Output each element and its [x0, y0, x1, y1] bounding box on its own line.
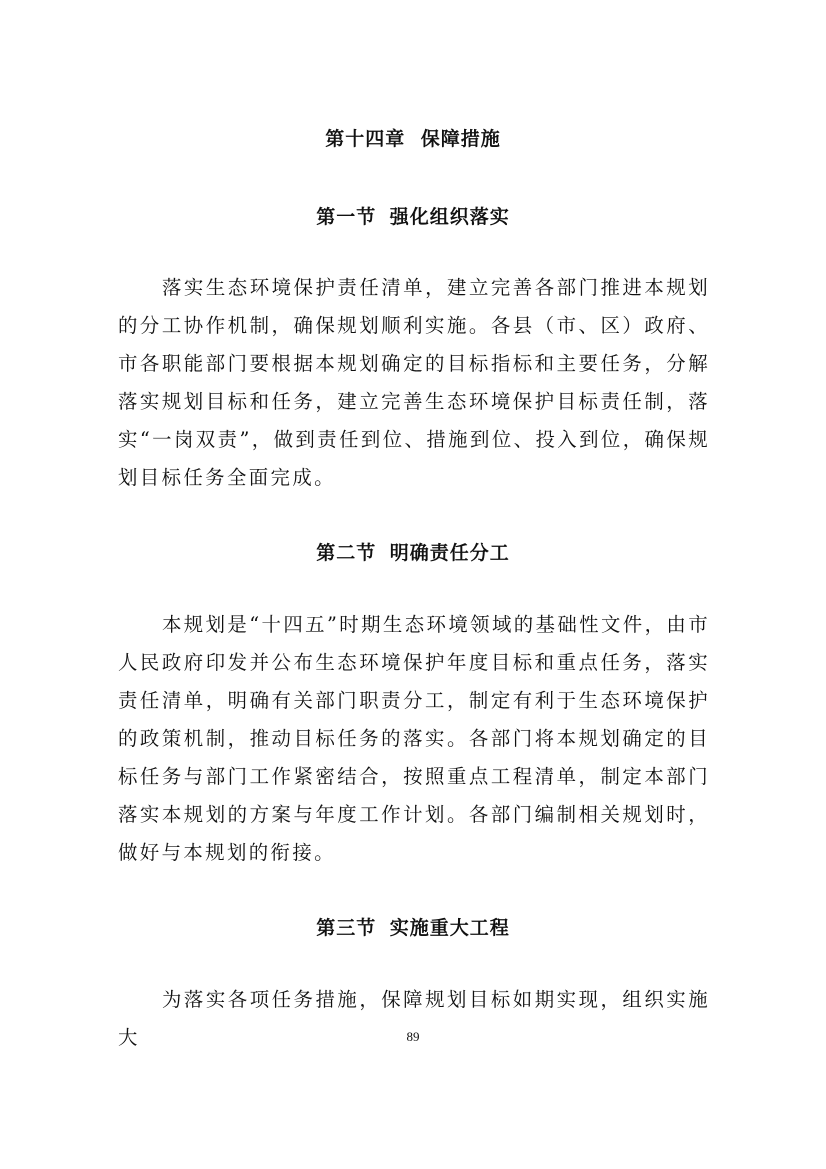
page-number: 89 — [406, 1029, 420, 1044]
section-3-title: 第三节 实施重大工程 — [316, 917, 510, 939]
section-1-title: 第一节 强化组织落实 — [316, 206, 510, 228]
section-3-paragraph: 为落实各项任务措施，保障规划目标如期实现，组织实施大 — [118, 988, 710, 1049]
section-2-paragraph: 本规划是“十四五”时期生态环境领域的基础性文件，由市人民政府印发并公布生态环境保护年度目标和重点任务，落实责任清单，明确有关部门职责分工，制定有利于生态环境保护的政策机制，推动目标任务的落实。各部门将本规划确定的目标任务与部门工作紧密结合，按照重点工程清单，制定本部门落实本规划的方案与年度工作计划。各部门编制相关规划时，做好与本规划的衔接。 — [118, 613, 710, 864]
chapter-title: 第十四章 保障措施 — [325, 128, 501, 150]
section-1-paragraph: 落实生态环境保护责任清单，建立完善各部门推进本规划的分工协作机制，确保规划顺利实施。各县（市、区）政府、市各职能部门要根据本规划确定的目标指标和主要任务，分解落实规划目标和任务，建立完善生态环境保护目标责任制，落实“一岗双责”，做到责任到位、措施到位、投入到位，确保规划目标任务全面完成。 — [118, 276, 710, 489]
section-2-title: 第二节 明确责任分工 — [316, 542, 510, 564]
